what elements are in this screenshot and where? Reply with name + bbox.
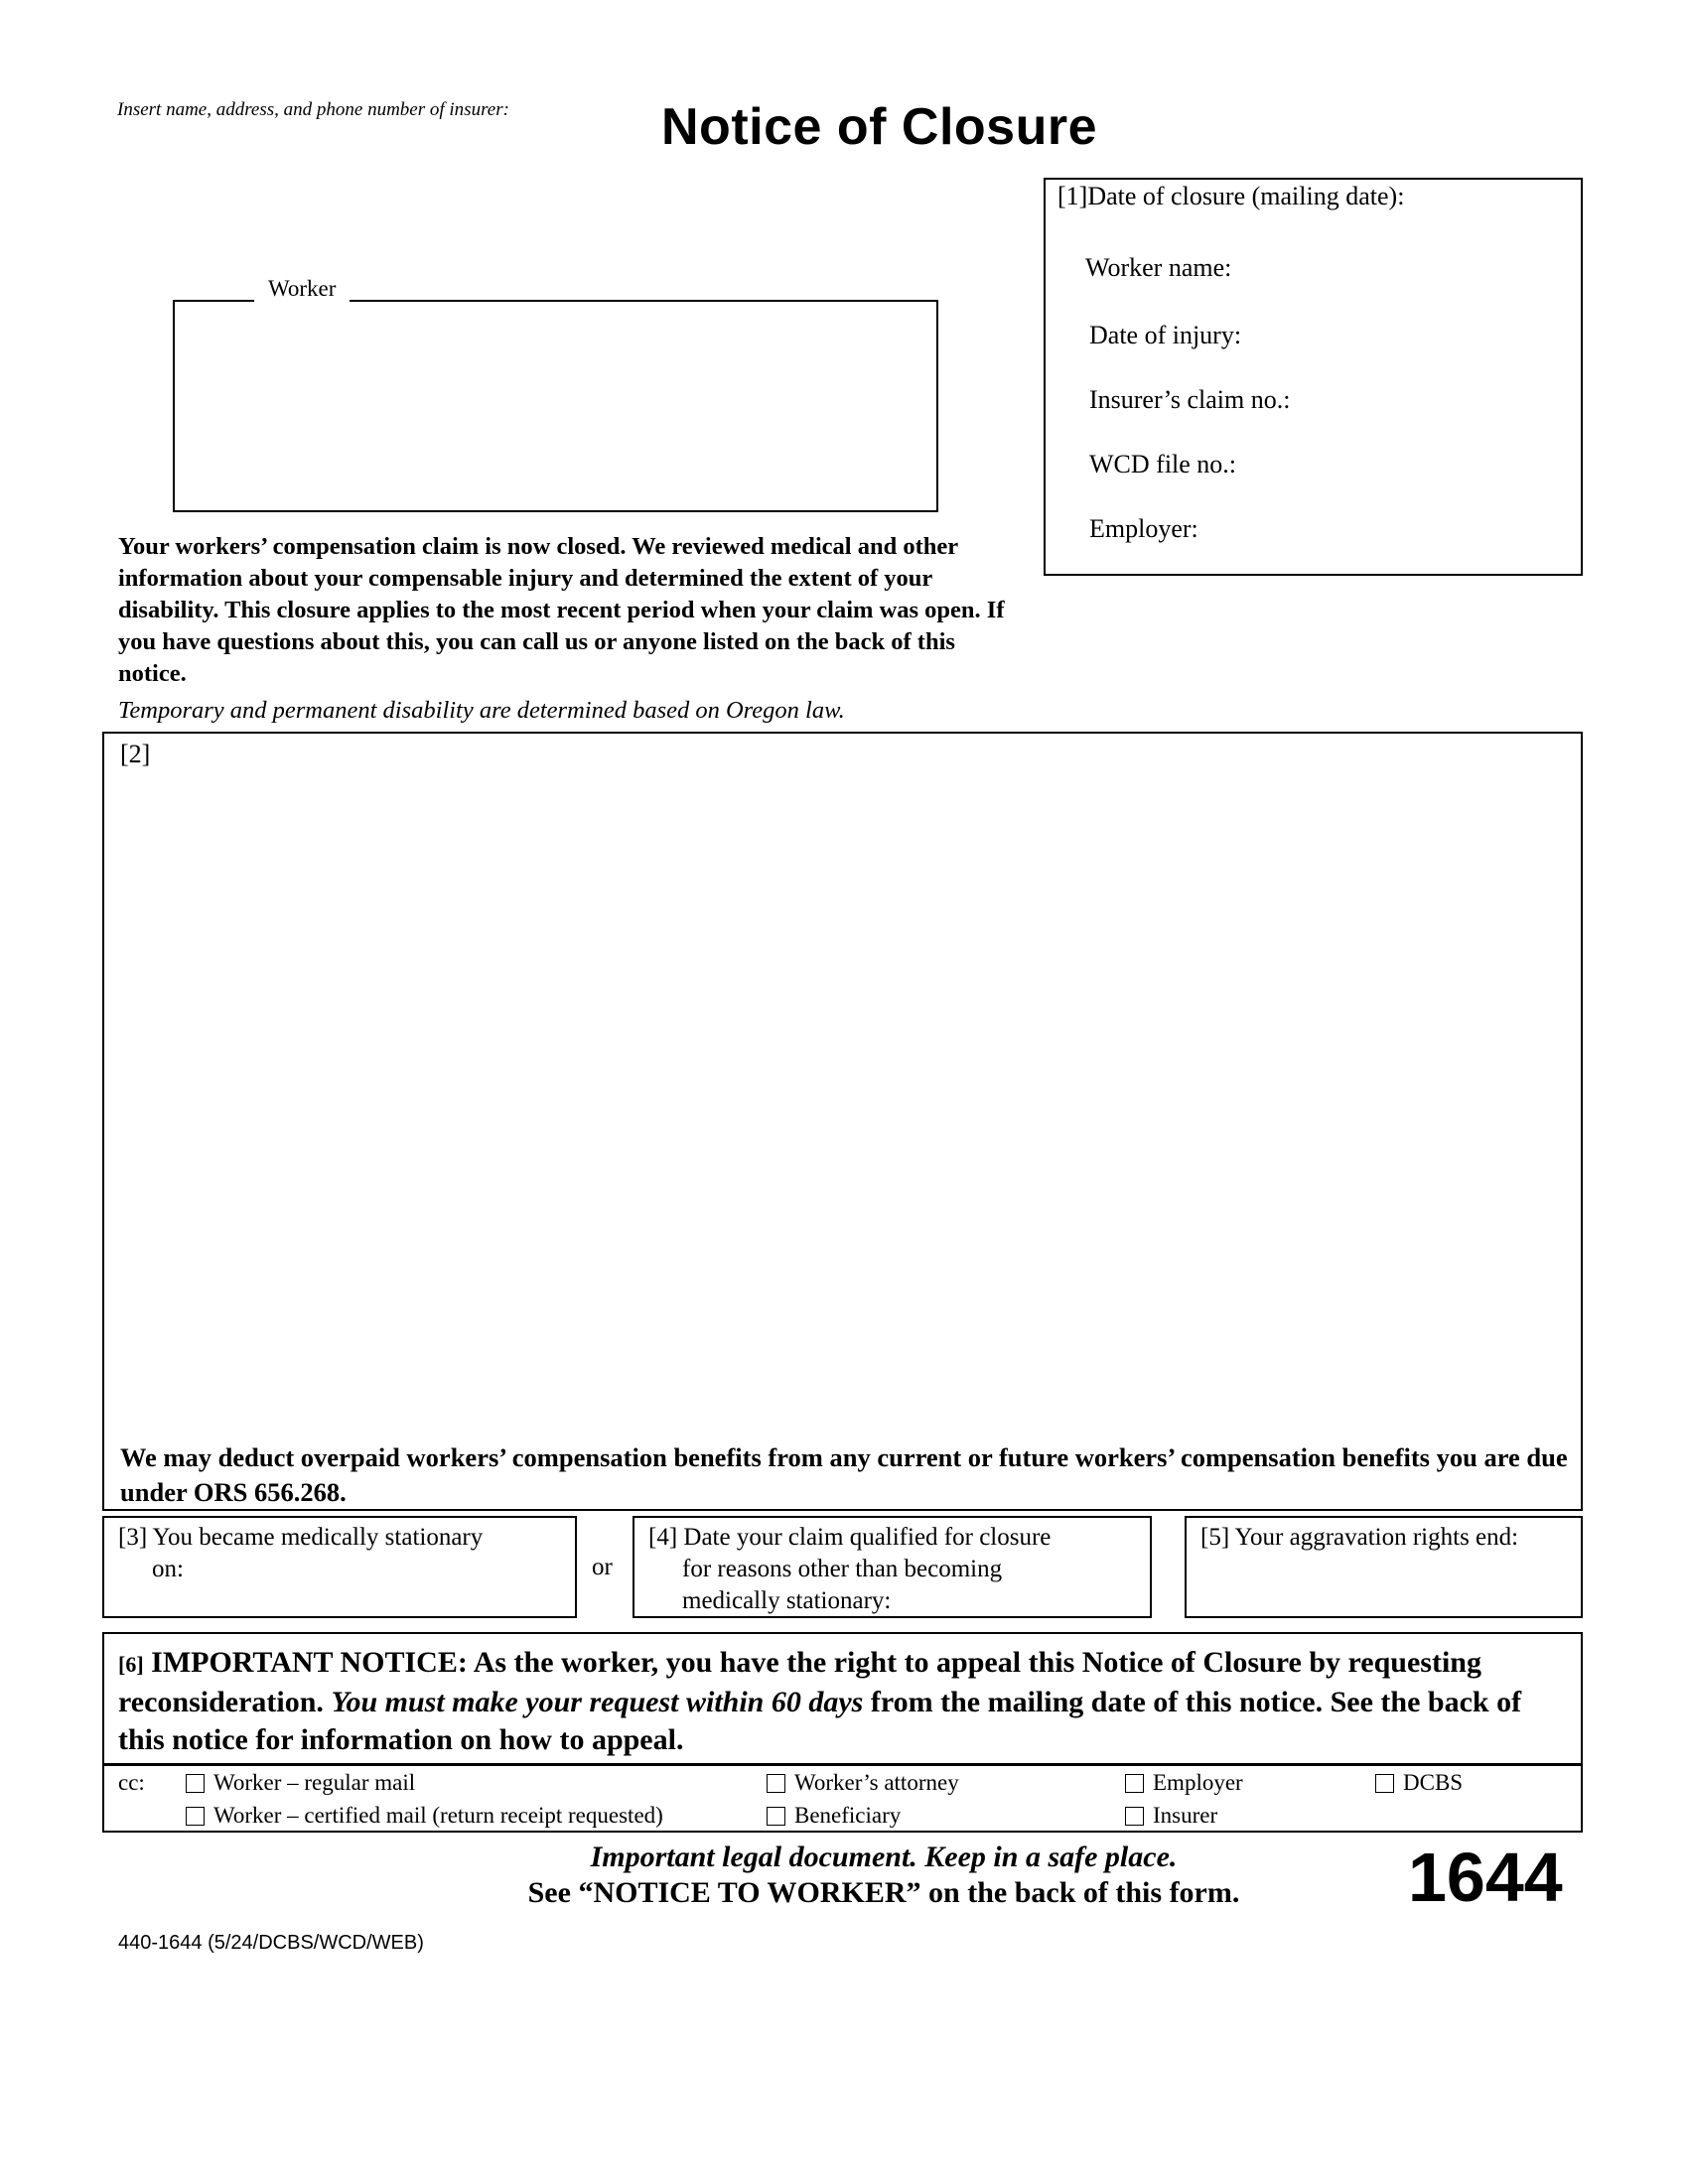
- notice-lead: IMPORTANT NOTICE: As the worker, you have the right to appeal this Notice of Closure by requesting reconsideration.: [118, 1646, 1481, 1718]
- cc-dcbs[interactable]: [1375, 1770, 1463, 1796]
- claim-info-box: [1044, 178, 1583, 576]
- wcd-file-no-label: WCD file no.:: [1089, 450, 1237, 478]
- oregon-law-note: Temporary and permanent disability are determined based on Oregon law.: [118, 697, 845, 724]
- section-3-text: [118, 1522, 483, 1585]
- section-3-line1: [3] You became medically stationary: [118, 1524, 484, 1551]
- section-3-line2: on:: [152, 1556, 184, 1582]
- checkbox[interactable]: [186, 1774, 205, 1793]
- form-number: 1644: [1408, 1839, 1563, 1916]
- checkbox[interactable]: [1125, 1774, 1144, 1793]
- cc-option-label: Employer: [1153, 1770, 1243, 1795]
- section-5-line1: [5] Your aggravation rights end:: [1200, 1524, 1519, 1551]
- date-of-closure-label: [1]Date of closure (mailing date):: [1057, 182, 1405, 210]
- cc-worker-certified-mail[interactable]: [186, 1803, 663, 1829]
- cc-worker-regular-mail[interactable]: [186, 1770, 415, 1796]
- checkbox[interactable]: [1125, 1807, 1144, 1826]
- notice-deadline: You must make your request within 60 days: [331, 1686, 864, 1718]
- important-notice-text: [118, 1644, 1568, 1759]
- page-title: Notice of Closure: [661, 98, 1097, 156]
- notice-tail: from the mailing date of this notice. See the back of this notice for information on how to appeal.: [118, 1686, 1522, 1756]
- important-notice-box: [102, 1632, 1583, 1765]
- cc-option-label: DCBS: [1403, 1770, 1464, 1795]
- checkbox[interactable]: [767, 1807, 785, 1826]
- section-4-line3: medically stationary:: [682, 1587, 892, 1614]
- section-5-text: [1200, 1522, 1518, 1554]
- worker-address-box: [173, 276, 938, 512]
- claim-no-label: Insurer’s claim no.:: [1089, 385, 1291, 414]
- cc-box: [102, 1764, 1583, 1833]
- cc-label: cc:: [118, 1770, 145, 1795]
- cc-insurer[interactable]: [1125, 1803, 1217, 1829]
- employer-label: Employer:: [1089, 514, 1198, 543]
- section-6-label: [6]: [118, 1652, 144, 1677]
- overpaid-benefits-text: We may deduct overpaid workers’ compensation benefits from any current or future workers’ compensation benefits you are due under ORS 656.268.: [120, 1442, 1568, 1507]
- cc-option-label: Insurer: [1153, 1803, 1218, 1828]
- closure-intro-text: Your workers’ compensation claim is now closed. We reviewed medical and other information about your compensable injury and determined the extent of your disability. This closure applies to the most recent period when your claim was open. If you have questions about this, you can call us or anyone listed on the back of this notice.: [118, 533, 1005, 687]
- notice-to-worker-note: See “NOTICE TO WORKER” on the back of this form.: [527, 1876, 1240, 1909]
- form-code: 440-1644 (5/24/DCBS/WCD/WEB): [118, 1932, 424, 1954]
- cc-option-label: Worker – certified mail (return receipt requested): [213, 1803, 663, 1828]
- cc-beneficiary[interactable]: [767, 1803, 901, 1829]
- section-4-line1: [4] Date your claim qualified for closure: [648, 1524, 1052, 1551]
- section-3-box: [102, 1516, 577, 1618]
- section-4-text: [648, 1522, 1051, 1617]
- cc-option-label: Worker’s attorney: [794, 1770, 959, 1795]
- section-4-line2: for reasons other than becoming: [682, 1556, 1003, 1582]
- or-text: or: [592, 1554, 613, 1580]
- date-of-injury-label: Date of injury:: [1089, 321, 1242, 349]
- worker-name-label: Worker name:: [1085, 253, 1232, 282]
- worker-box-label: Worker: [254, 276, 350, 302]
- checkbox[interactable]: [186, 1807, 205, 1826]
- cc-option-label: Beneficiary: [794, 1803, 902, 1828]
- section-4-box: [633, 1516, 1152, 1618]
- checkbox[interactable]: [767, 1774, 785, 1793]
- section-5-box: [1185, 1516, 1583, 1618]
- cc-option-label: Worker – regular mail: [213, 1770, 416, 1795]
- section-2-box: [102, 732, 1583, 1511]
- cc-employer[interactable]: [1125, 1770, 1243, 1796]
- cc-workers-attorney[interactable]: [767, 1770, 959, 1796]
- legal-document-note: Important legal document. Keep in a safe place.: [590, 1841, 1178, 1873]
- checkbox[interactable]: [1375, 1774, 1394, 1793]
- insurer-instruction: Insert name, address, and phone number of insurer:: [117, 99, 509, 120]
- section-2-label: [2]: [120, 740, 151, 768]
